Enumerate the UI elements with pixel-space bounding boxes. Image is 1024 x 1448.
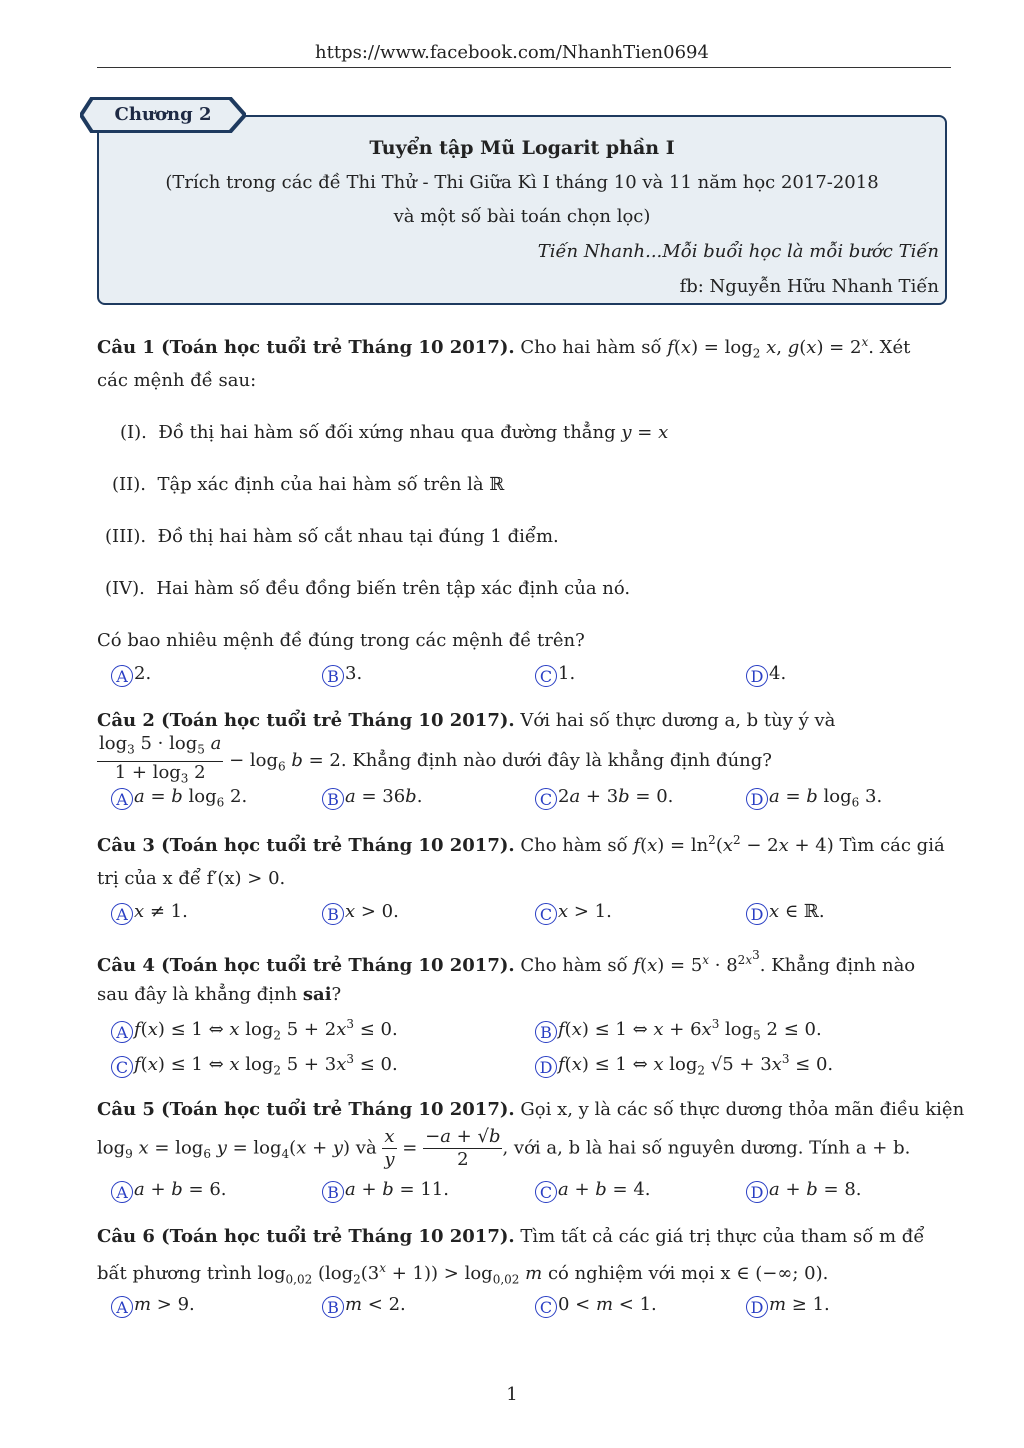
q3-label: Câu 3 (Toán học tuổi trẻ Tháng 10 2017).: [97, 835, 515, 856]
choice-a-icon: A: [111, 903, 133, 925]
choice-c-icon: C: [535, 788, 557, 810]
q2-option-c[interactable]: C 2a + 3b = 0.: [535, 786, 673, 810]
q5-option-d[interactable]: D a + b = 8.: [746, 1179, 862, 1203]
q2-stem-a: Với hai số thực dương a, b tùy ý và: [520, 710, 836, 731]
q3-stem-a: Cho hàm số: [520, 835, 628, 856]
choice-c-icon: C: [535, 903, 557, 925]
q5-stem-b: với a, b là hai số nguyên dương. Tính a + b.: [513, 1137, 911, 1159]
q5-option-b[interactable]: B a + b = 11.: [322, 1179, 449, 1203]
header-url: https://www.facebook.com/NhanhTien0694: [315, 42, 709, 63]
q1-stem-b: Xét: [879, 337, 911, 358]
q1-line-1: Câu 1 (Toán học tuổi trẻ Tháng 10 2017). Cho hai hàm số $f(x) = \log_2 x$, $g(x) = 2^x$. Xét: [97, 335, 911, 361]
choice-d-icon: D: [746, 903, 768, 925]
q3-option-b[interactable]: B x > 0.: [322, 901, 399, 925]
q1-item-1: (I). Đồ thị hai hàm số đối xứng nhau qua đường thẳng y = x: [120, 422, 669, 443]
page-number: 1: [506, 1384, 518, 1405]
q1-option-b[interactable]: B 3.: [322, 663, 362, 687]
q2-label: Câu 2 (Toán học tuổi trẻ Tháng 10 2017).: [97, 710, 515, 731]
q2-option-b[interactable]: B a = 36b.: [322, 786, 422, 810]
q3-option-c[interactable]: C x > 1.: [535, 901, 612, 925]
q3-line-1: Câu 3 (Toán học tuổi trẻ Tháng 10 2017). Cho hàm số $f(x) = \ln^2(x^2 - 2x + 4)$ Tìm các giá: [97, 833, 945, 856]
q1-stem-a: Cho hai hàm số: [520, 337, 662, 358]
choice-a-icon: A: [111, 1296, 133, 1318]
choice-c-icon: C: [535, 665, 557, 687]
q6-option-b[interactable]: B m < 2.: [322, 1294, 406, 1318]
q1-stem-line-2: các mệnh đề sau:: [97, 370, 257, 391]
q4-stem-a: Cho hàm số: [520, 955, 628, 976]
choice-b-icon: B: [322, 788, 344, 810]
q1-label: Câu 1 (Toán học tuổi trẻ Tháng 10 2017).: [97, 337, 515, 358]
q5-label: Câu 5 (Toán học tuổi trẻ Tháng 10 2017).: [97, 1099, 515, 1120]
q6-line-1: [97, 1226, 924, 1247]
q6-option-c[interactable]: C 0 < m < 1.: [535, 1294, 657, 1318]
q5-option-a[interactable]: A a + b = 6.: [111, 1179, 227, 1203]
choice-b-icon: B: [322, 665, 344, 687]
q4-label: Câu 4 (Toán học tuổi trẻ Tháng 10 2017).: [97, 955, 515, 976]
q5-line-2: $\log_9 x = \log_6 y = \log_4(x + y)$ và $\frac{x}{y}$ = $\frac{-a + √b}{2}$ , với a, b là hai số nguyên dương. Tính a + b.: [97, 1126, 911, 1170]
q4-option-d[interactable]: D f(x) ≤ 1 ⇔ x $\log_2 √5 + 3x^3 \le 0$.: [535, 1052, 833, 1078]
choice-d-icon: D: [746, 788, 768, 810]
choice-b-icon: B: [322, 903, 344, 925]
choice-d-icon: D: [746, 1181, 768, 1203]
choice-c-icon: C: [111, 1056, 133, 1078]
q1-prompt: Có bao nhiêu mệnh đề đúng trong các mệnh đề trên?: [97, 630, 585, 651]
q4-option-c[interactable]: C f(x) ≤ 1 ⇔ x $\log_2 5 + 3x^3 \le 0$.: [111, 1052, 398, 1078]
q4-line-2: sau đây là khẳng định sai?: [97, 984, 342, 1005]
choice-c-icon: C: [535, 1296, 557, 1318]
choice-d-icon: D: [746, 665, 768, 687]
q1-item-3: (III). Đồ thị hai hàm số cắt nhau tại đúng 1 điểm.: [105, 526, 559, 547]
q6-option-d[interactable]: D m ≥ 1.: [746, 1294, 830, 1318]
q4-stem-b: Khẳng định nào: [771, 955, 916, 976]
choice-a-icon: A: [111, 788, 133, 810]
q2-stem-b: Khẳng định nào dưới đây là khẳng định đúng?: [352, 750, 772, 772]
q3-option-d[interactable]: D x ∈ ℝ.: [746, 901, 825, 925]
q1-option-a[interactable]: A 2.: [111, 663, 151, 687]
q1-item-2: (II). Tập xác định của hai hàm số trên là ℝ: [112, 474, 505, 495]
q6-option-a[interactable]: A m > 9.: [111, 1294, 195, 1318]
choice-d-icon: D: [746, 1296, 768, 1318]
choice-b-icon: B: [535, 1021, 557, 1043]
q5-line-1: [97, 1099, 964, 1120]
box-title: Tuyển tập Mũ Logarit phần I: [369, 137, 675, 159]
choice-a-icon: A: [111, 665, 133, 687]
choice-d-icon: D: [535, 1056, 557, 1078]
q1-option-d[interactable]: D 4.: [746, 663, 786, 687]
q3-stem-line-2: trị của x để f′(x) > 0.: [97, 868, 286, 889]
q6-stem-a: Tìm tất cả các giá trị thực của tham số m để: [520, 1226, 925, 1247]
choice-a-icon: A: [111, 1181, 133, 1203]
choice-b-icon: B: [322, 1296, 344, 1318]
q3-option-a[interactable]: A x ≠ 1.: [111, 901, 188, 925]
choice-c-icon: C: [535, 1181, 557, 1203]
q2-line-1: [97, 710, 835, 731]
q4-line-1: Câu 4 (Toán học tuổi trẻ Tháng 10 2017). Cho hàm số $f(x) = 5^x \cdot 8^{2x^3}$. Khẳng định nào: [97, 948, 916, 976]
q2-option-a[interactable]: A a = b $\log_6 2$.: [111, 786, 247, 810]
q1-item-4: (IV). Hai hàm số đều đồng biến trên tập xác định của nó.: [105, 578, 631, 599]
q4-option-a[interactable]: A f(x) ≤ 1 ⇔ x $\log_2 5 + 2x^3 \le 0$.: [111, 1017, 398, 1043]
chapter-label: Chương 2: [114, 104, 212, 125]
q3-stem-b: Tìm các giá: [839, 835, 945, 856]
chapter-box: [97, 115, 947, 305]
q5-stem-a: Gọi x, y là các số thực dương thỏa mãn điều kiện: [520, 1099, 965, 1120]
box-author: fb: Nguyễn Hữu Nhanh Tiến: [679, 276, 939, 297]
choice-b-icon: B: [322, 1181, 344, 1203]
box-subtitle-2: và một số bài toán chọn lọc): [393, 206, 651, 227]
choice-a-icon: A: [111, 1021, 133, 1043]
q6-label: Câu 6 (Toán học tuổi trẻ Tháng 10 2017).: [97, 1226, 515, 1247]
q6-line-2: bất phương trình $\log_{0,02} (\log_2(3^x + 1)) > \log_{0,02} m$ có nghiệm với mọi x ∈ (−∞; 0).: [97, 1261, 829, 1287]
q4-option-b[interactable]: B f(x) ≤ 1 ⇔ $x + 6x^3$ $\log_5 2 \le 0$.: [535, 1017, 822, 1043]
q2-option-d[interactable]: D a = b $\log_6 3$.: [746, 786, 882, 810]
header-rule: [97, 67, 951, 68]
box-subtitle-1: (Trích trong các đề Thi Thử - Thi Giữa Kì I tháng 10 và 11 năm học 2017-2018: [165, 172, 879, 193]
q2-line-2: $\frac{\log_3 5 \cdot \log_5 a}{1 + \log_3 2}$ − $\log_6 b = 2$. Khẳng định nào dưới đây là khẳng định đúng?: [99, 733, 772, 786]
q1-option-c[interactable]: C 1.: [535, 663, 575, 687]
box-motto: Tiến Nhanh...Mỗi buổi học là mỗi bước Tiến: [537, 241, 939, 262]
q5-option-c[interactable]: C a + b = 4.: [535, 1179, 651, 1203]
